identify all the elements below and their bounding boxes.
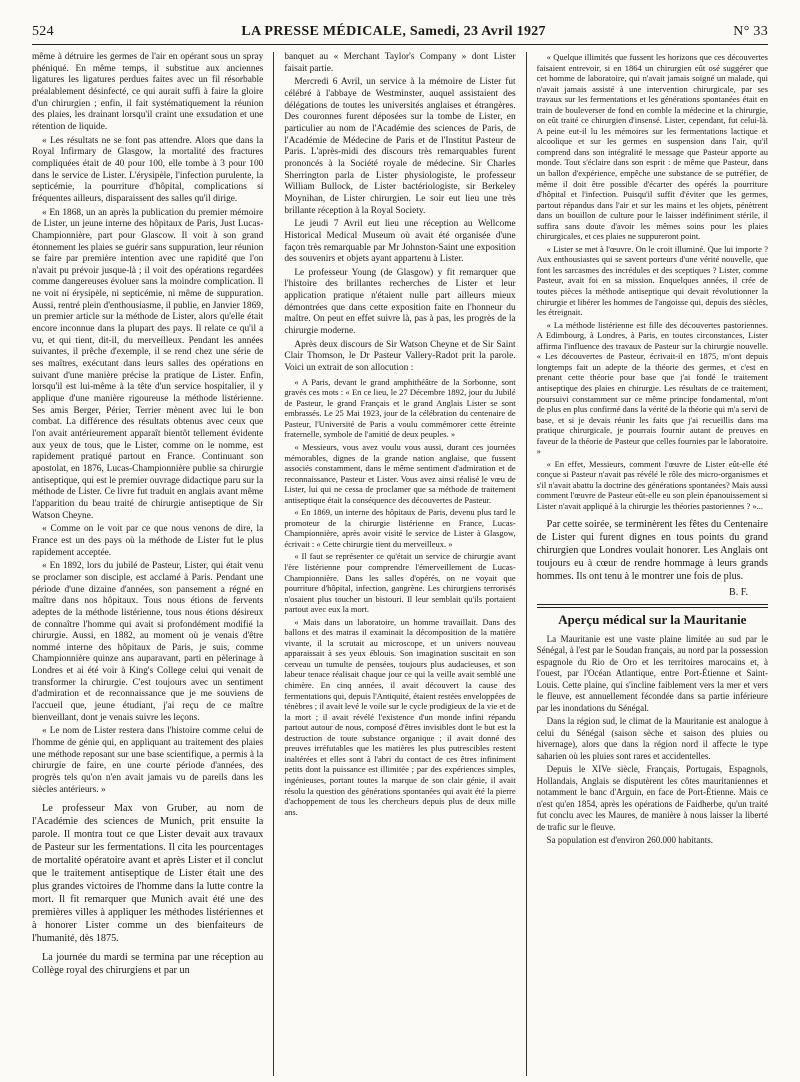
- column-3: [537, 52, 768, 1076]
- quote-paragraph: « Lister se met à l'œuvre. On le croit illuminé. Que lui importe ? Aux enthousiastes qui se savent porteurs d'une vérité nouvelle, que font les sarcasmes des incrédules et des sceptiques ? Lister, comme Pasteur, avait foi en sa mission. Enquelques années, il crée de toutes pièces la méthode antiseptique qui devait révolutionner la chirurgie et libérer les hommes de l'angoisse qui, depuis des siècles, les étreignait.: [536, 243, 768, 318]
- column-2: [284, 52, 515, 1076]
- section-rule: [537, 604, 768, 605]
- column-divider: [273, 52, 274, 1076]
- paragraph: Sa population est d'environ 260.000 habitants.: [546, 835, 714, 846]
- article-columns: [32, 52, 768, 1076]
- author-signature: B. F.: [729, 586, 748, 598]
- issue-number: N° 33: [733, 24, 768, 39]
- section-rule: [537, 607, 768, 608]
- paragraph: « Les résultats ne se font pas attendre. Alors que dans la Royal Infirmary de Glasgow, la mortalité des fractures compliquées était de 40 pour 100, elle tombe à 3 pour 100 dans le service de Lister. L'érysipèle, l'infection purulente, la septicémie, la pourriture d'hôpital, complications si fréquentes ailleurs, disparaissent des salles qu'il dirige.: [32, 135, 264, 204]
- paragraph: Depuis le XIVe siècle, Français, Portugais, Espagnols, Hollandais, Anglais se disputèrent les côtes mauritaniennes et notamment le banc d'Arguin, en face de Port-Étienne. Mais ce n'est qu'en 1854, après les opérations de Faidherbe, qu'un traité fut conclu avec les Maures, de manière à nous laisser la liberté de trafic sur le fleuve.: [536, 764, 768, 832]
- paragraph: « Comme on le voit par ce que nous venons de dire, la France est un des pays où la méthode de Lister fut le plus rapidement acceptée.: [32, 524, 264, 558]
- quote-paragraph: « En 1869, un interne des hôpitaux de Paris, devenu plus tard le promoteur de la chirurgie listérienne en France, Lucas-Championnière, après avoir visité le service de Lister à Glasgow, écrivait : « Cette chirurgie tient du merveilleux. »: [284, 507, 516, 549]
- paragraph: Dans la région sud, le climat de la Mauritanie est analogue à celui du Sénégal (saison sèche et saison des pluies ou hivernage), alors que dans la région nord il affecte le type saharien où les pluies sont rares et accidentelles.: [536, 716, 768, 761]
- header-rule: [32, 44, 768, 45]
- quote-paragraph: « Il faut se représenter ce qu'était un service de chirurgie avant l'ère listérienne pour comprendre l'émerveillement de Lucas-Championnière. Dans les salles d'opérés, on ne voyait que pourriture d'hôpital, infection, gangrène. Les chirurgiens terrorisés n'osaient plus toucher un bistouri. Il leur semblait qu'ils portaient partout avec eux la mort.: [284, 551, 516, 615]
- paragraph: banquet au « Merchant Taylor's Company » dont Lister faisait partie.: [284, 52, 516, 74]
- column-1: [32, 52, 263, 1076]
- column-divider: [526, 52, 527, 1076]
- paragraph: « En 1868, un an après la publication du premier mémoire de Lister, un jeune interne des hôpitaux de Paris, Just Lucas-Championnière, part pour Glascow. Il voit à son grand étonnement les plaies se guérir sans suppuration, leur réunion se faire par première intention avec une rapidité que l'on n'avait pu prévoir jusque-là ; il voit des opérations regardées comme dangereuses évoluer sans la moindre complication. Il ne voit ni érysipèle, ni septicémie, ni même de suppuration. Aussi, rentré plein d'enthousiasme, il publie, en Janvier 1869, un premier article sur la méthode de Lister, alors qu'elle était encore inconnue dans la plupart des pays. Il relate ce qu'il a vu, et qui tient, dit-il, du merveilleux. Pendant les années suivantes, il prêche d'exemple, il se rend chez une série de ses maîtres, exécutant dans leurs salles des opérations en suivant d'une manière précise la pratique de Lister. Enfin, lorsqu'il est lui-même à la tête d'un service hospitalier, il y applique d'une manière rigoureuse la méthode listérienne. Ses amis Berger, Périer, Terrier mènent avec lui le bon combat. La différence des résultats obtenus avec ceux que l'on avait antérieurement apparaît bientôt tellement évidente aux yeux de tous, que le Lister, comme on le nomme, est rapidement pratiqué partout en France. Continuant son apostolat, en 1876, Lucas-Championnière publie sa chirurgie antiseptique, qui est le premier ouvrage didactique paru sur la méthode de Lister. Ce livre fut traduit en anglais avant même l'apparition du beau traité de chirurgie antiseptique de Sir Watson Cheyne.: [32, 207, 264, 521]
- paragraph: Après deux discours de Sir Watson Cheyne et de Sir Saint Clair Thomson, le Dr Pasteur Vallery-Radot prit la parole. Voici un extrait de son allocution :: [284, 339, 516, 374]
- quote-paragraph: « La méthode listérienne est fille des découvertes pastoriennes. A Edimbourg, à Londres, à Paris, en toutes circonstances, Lister affirma l'influence des travaux de Pasteur sur la chirurgie nouvelle. « Les découvertes de Pasteur, écrivait-il en 1875, m'ont depuis longtemps fait un adepte de la théorie des germes, et c'est en prenant cette théorie pour base que j'ai fondé le traitement antiseptique des plaies en chirurgie. Les résultats de ce traitement, poursuivi constamment sur ce même principe fondamental, m'ont de plus en plus confirmé dans la vérité de la théorie qui m'a servi de base, et si je devais réunir les faits que j'ai recueillis dans ma pratique chirurgicale, je pourrais fournir autant de preuves en faveur de la théorie de Pasteur que celles fournies par le laboratoire. »: [536, 319, 768, 457]
- paragraph: Le professeur Max von Gruber, au nom de l'Académie des sciences de Munich, prit ensuite la parole. Il montra tout ce que Lister devait aux travaux de Pasteur sur les fermentations. Il cita les pourcentages de mortalité opératoire avant et après Lister et il conclut que le traitement antiseptique de Lister était une des plus grandes victoires de l'homme dans la lutte contre la mort. Il fit remarquer que Munich avait été une des premières villes à appliquer les méthodes listériennes et à honorer Lister comme un des bienfaiteurs de l'humanité, dès 1875.: [32, 803, 264, 945]
- paragraph: « Le nom de Lister restera dans l'histoire comme celui de l'homme de génie qui, en appliquant au traitement des plaies une méthode reposant sur une base scientifique, a permis à la chirurgie de faire, en une courte période d'années, des progrès tels qu'on n'en avait jamais vu de pareils dans les siècles antérieurs. »: [32, 726, 264, 795]
- paragraph: La journée du mardi se termina par une réception au Collège royal des chirurgiens et par un: [32, 952, 264, 977]
- closing-paragraph: Par cette soirée, se terminèrent les fêtes du Centenaire de Lister qui furent dignes en tous points du grand chirurgien que Londres voulait honorer. Les Anglais ont toujours eu à cœur de rendre hommage à leurs grands hommes. Ils ont tenu à le montrer une fois de plus.: [536, 518, 768, 582]
- page-number: 524: [32, 24, 54, 39]
- paragraph: même à détruire les germes de l'air en opérant sous un spray phéniqué. En même temps, il substitue aux anciennes ligatures les ligatures perdues faites avec un fil résorbable préalablement désinfecté, ce qui aurait suffi à faire la gloire d'un chirurgien ; enfin, il fait systématiquement la réunion des plaies, les drainant lorsqu'il craint une exsudation et une rétention de liquide.: [32, 52, 264, 132]
- paragraph: Le jeudi 7 Avril eut lieu une réception au Wellcome Historical Medical Museum où avait été organisée d'une façon très remarquable par Mr Johnston-Saint une exposition des souvenirs et objets ayant appartenu à Lister.: [284, 219, 516, 265]
- paragraph: Mercredi 6 Avril, un service à la mémoire de Lister fut célébré à l'abbaye de Westminster, auquel assistaient des délégations de toutes les universités anglaises et étrangères. Des couronnes furent déposées sur la tombe de Lister, en particulier au nom de l'Académie des sciences de Paris, de l'Académie de Médecine de Paris et de l'Institut Pasteur de Paris. L'après-midi des discours très remarquables furent prononcés à la Société royale de médecine. Sir Charles Sherrington parla de Lister physiologiste, le professeur William Bullock, de Lister bactériologiste, sir Berkeley Moynihan, de Lister chirurgien. Le soir eut lieu une très brillante réception à la Royal Society.: [284, 77, 516, 216]
- page-header: [32, 24, 768, 42]
- journal-title: LA PRESSE MÉDICALE, Samedi, 23 Avril 1927: [241, 24, 546, 39]
- quote-paragraph: « Quelque illimités que fussent les horizons que ces découvertes faisaient entrevoir, si en 1864 un chirurgien eût osé suggérer que cet homme de laboratoire, qui n'avait jamais soigné un malade, qui n'avait jamais assisté à une intervention chirurgicale, par ses travaux sur les fermentations et les générations spontanées était en train de bouleverser de fond en comble la médecine et la chirurgie, on eût traité ce chirurgien d'insensé. Lister, cependant, fut celui-là. A peine eut-il lu les mémoires sur les fermentations lactique et alcoolique et sur les germes en suspension dans l'air, qu'il comprend dans son intégralité le message que Pasteur apporte au monde. Tout s'éclaire dans son esprit : de même que Pasteur, dans un ballon d'expérience, empêche une substance de se putréfier, de même il doit être possible d'écarter des opérés la pourriture d'hôpital et l'infection. Puisqu'il suffit d'éviter que les germes, partout répandus dans l'air et sur les mains et les objets, pénètrent dans un bouillon de culture pour le laisser indéfiniment stérile, il suffira sans doute d'avoir les mêmes soins pour les plaies chirurgicales, et ces plaies ne suppureront point.: [536, 52, 768, 242]
- quote-paragraph: « En effet, Messieurs, comment l'œuvre de Lister eût-elle été conçue si Pasteur n'avait pas révélé le rôle des micro-organismes et s'il n'avait abattu la doctrine des générations spontanées? Mais aussi comment l'œuvre de Pasteur eût-elle eu son plein épanouissement si Lister n'avait appliqué à la chirurgie les théories pastoriennes ? »...: [536, 458, 768, 511]
- quote-paragraph: « Messieurs, vous avez voulu vous aussi, durant ces journées mémorables, dignes de la grande nation anglaise, que fussent associés constamment, dans le même sentiment d'admiration et de reconnaissance, Pasteur et Lister. Vous avez ainsi réalisé le vœu de Lister, lui qui ne cessa de proclamer que sa méthode de traitement antiseptique était la conséquence des découvertes de Pasteur.: [284, 442, 516, 505]
- quote-paragraph: « A Paris, devant le grand amphithéâtre de la Sorbonne, sont gravés ces mots : « En ce lieu, le 27 Décembre 1892, jour du Jubilé de Pasteur, le grand Français et le grand Anglais Lister se sont embrassés. Le 25 Mai 1923, jour de la célébration du centenaire de Pasteur, l'Université de Paris a voulu commémorer cette étreinte fraternelle, symbole de l'amitié de deux peuples. »: [284, 376, 516, 440]
- paragraph: « En 1892, lors du jubilé de Pasteur, Lister, qui était venu se proclamer son disciple, est acclamé à Paris. Pendant une période d'une dizaine d'années, son pansement a régné en maître dans nos hôpitaux. Tous nous étions de fervents adeptes de la méthode listérienne, tous nous étions désireux de connaître l'homme qui avait si profondément modifié la chirurgie. Aussi, en 1882, au moment où je venais d'être nommé interne des hôpitaux de Paris, je suis, comme Championnière quinze ans auparavant, parti en pèlerinage à Londres et ai été voir à King's College celui qui venait de transformer la chirurgie. C'est toujours avec un sentiment d'admiration et de reconnaissance que je me souviens de l'accueil que, jeune étudiant, j'ai reçu de ce maître bienveillant, dont je venais suivre les leçons.: [32, 561, 264, 723]
- section-title: Aperçu médical sur la Mauritanie: [558, 612, 747, 628]
- quote-paragraph: « Mais dans un laboratoire, un homme travaillait. Dans des ballons et des matras il examinait la décomposition de la matière vivante, il la scrutait au microscope, et un univers nouveau apparaissait à ses yeux éblouis. Son imagination suscitait en son cerveau un tumulte de pensées, toujours plus audacieuses, et son labeur tenace réalisait chaque jour ce qui la veille avait semblé une chimère. En cinq années, il avait découvert la cause des fermentations qui, depuis l'Antiquité, étaient restées enveloppées de ténèbres ; il avait levé le voile sur le cycle prodigieux de la vie et de la mort ; il avait révélé l'existence d'un monde infini répandu partout autour de nous, composé d'êtres invisibles dont le but est la destruction de toute substance organique ; il avait donné des preuves irréfutables que les matières les plus putrescibles restent inaltérées et elles sont à l'abri du contact de ces êtres infiniment petits dont la puissance est illimitée ; par des expériences simples, ingénieuses, portant toutes la marque de son clair génie, il avait résolu la question des générations spontanées qui avait été la pierre d'achoppement de tous les chercheurs depuis plus de deux mille ans.: [284, 616, 516, 817]
- paragraph: La Mauritanie est une vaste plaine limitée au sud par le Sénégal, à l'est par le Soudan français, au nord par la possession espagnole du Rio de Oro et les territoires marocains et, à l'ouest, par l'Océan Atlantique, entre Port-Étienne et Saint-Louis. Cette plaine, qui s'incline faiblement vers la mer et vers le fleuve, est annuellement fécondée dans sa partie inférieure par les inondations du Sénégal.: [536, 633, 768, 713]
- paragraph: Le professeur Young (de Glasgow) y fit remarquer que l'histoire des brillantes recherches de Lister et leur application pratique n'étaient nulle part ailleurs mieux démontrées que dans cette exposition faite en l'honneur du maître. On peut en effet suivre là, pas à pas, les progrès de la chirurgie moderne.: [284, 267, 516, 337]
